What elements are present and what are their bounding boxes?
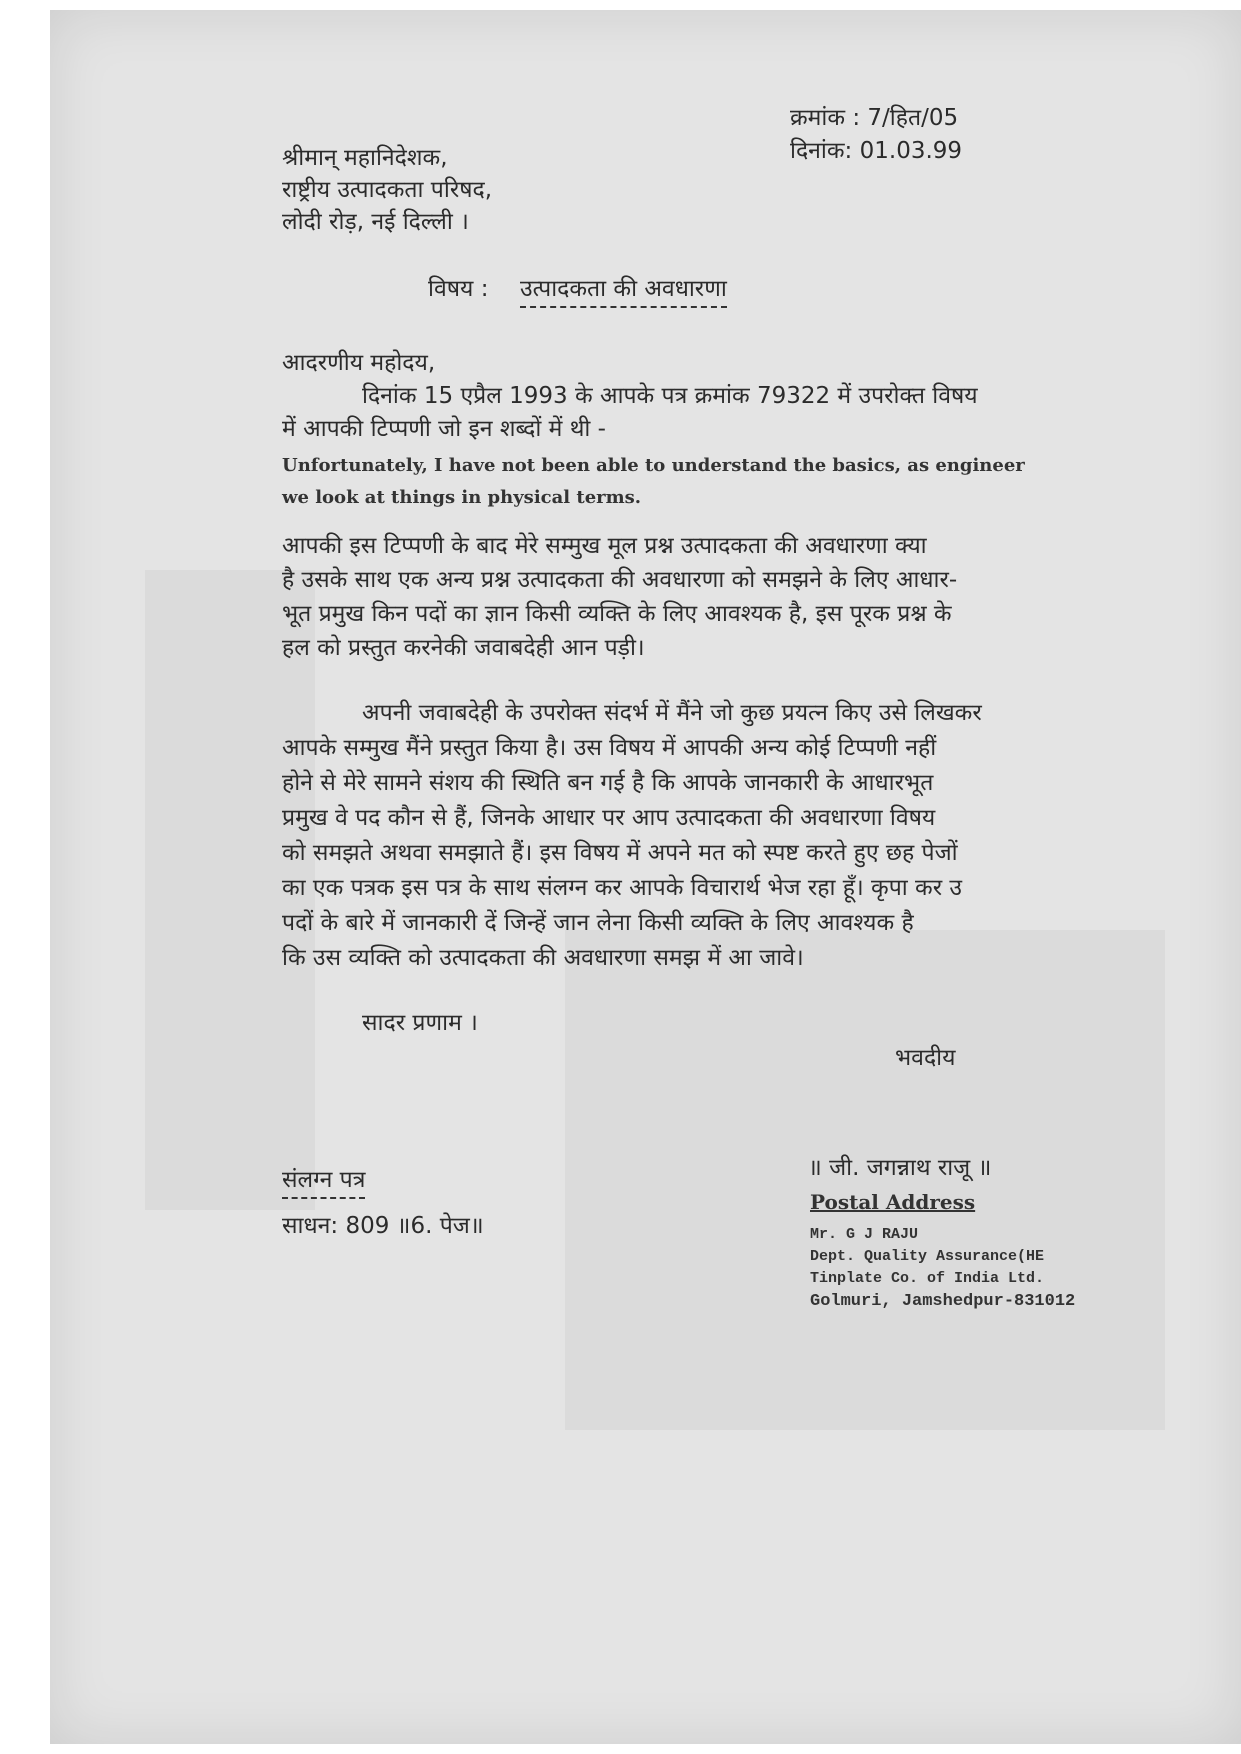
- body-line: आपकी इस टिप्पणी के बाद मेरे सम्मुख मूल प्रश्न उत्पादकता की अवधारणा क्या: [282, 533, 927, 559]
- quoted-remark: Unfortunately, I have not been able to understand the basics, as engineer: [282, 455, 1025, 476]
- body-line: अपनी जवाबदेही के उपरोक्त संदर्भ में मैंने जो कुछ प्रयत्न किए उसे लिखकर: [362, 700, 982, 726]
- body-line: दिनांक 15 एप्रैल 1993 के आपके पत्र क्रमांक 79322 में उपरोक्त विषय: [362, 383, 978, 409]
- enclosure-label: संलग्न पत्र: [282, 1162, 365, 1199]
- addressee-line: राष्ट्रीय उत्पादकता परिषद,: [282, 177, 493, 203]
- quoted-remark: we look at things in physical terms.: [282, 487, 642, 508]
- body-line: है उसके साथ एक अन्य प्रश्न उत्पादकता की अवधारणा को समझने के लिए आधार-: [282, 567, 958, 593]
- body-line: भूत प्रमुख किन पदों का ज्ञान किसी व्यक्ति के लिए आवश्यक है, इस पूरक प्रश्न के: [282, 601, 952, 627]
- closing-greeting: सादर प्रणाम ।: [362, 1010, 478, 1036]
- postal-line: Golmuri, Jamshedpur-831012: [810, 1292, 1076, 1311]
- subject-prefix: विषय :: [428, 276, 489, 302]
- body-line: को समझते अथवा समझाते हैं। इस विषय में अपने मत को स्पष्ट करते हुए छह पेजों: [282, 840, 958, 866]
- body-line: का एक पत्रक इस पत्र के साथ संलग्न कर आपके विचारार्थ भेज रहा हूँ। कृपा कर उ: [282, 875, 963, 901]
- body-line: आपके सम्मुख मैंने प्रस्तुत किया है। उस विषय में आपकी अन्य कोई टिप्पणी नहीं: [282, 735, 937, 761]
- yours-faithfully: भवदीय: [895, 1045, 956, 1071]
- postal-line: Mr. G J RAJU: [810, 1226, 919, 1243]
- letter-date: दिनांक: 01.03.99: [790, 138, 963, 164]
- postal-line: Tinplate Co. of India Ltd.: [810, 1270, 1045, 1287]
- body-line: हल को प्रस्तुत करनेकी जवाबदेही आन पड़ी।: [282, 635, 645, 661]
- signature-name: ॥ जी. जगन्नाथ राजू ॥: [808, 1155, 992, 1181]
- enclosure-item: साधन: 809 ॥6. पेज॥: [282, 1213, 484, 1239]
- body-line: पदों के बारे में जानकारी दें जिन्हें जान लेना किसी व्यक्ति के लिए आवश्यक है: [282, 910, 914, 936]
- reference-number: क्रमांक : 7/हित/05: [790, 105, 959, 131]
- addressee-line: श्रीमान् महानिदेशक,: [282, 145, 448, 171]
- postal-heading: Postal Address: [810, 1190, 976, 1214]
- body-line: होने से मेरे सामने संशय की स्थिति बन गई है कि आपके जानकारी के आधारभूत: [282, 770, 934, 796]
- addressee-line: लोदी रोड़, नई दिल्ली ।: [282, 209, 469, 235]
- body-line: में आपकी टिप्पणी जो इन शब्दों में थी -: [282, 416, 606, 442]
- body-line: प्रमुख वे पद कौन से हैं, जिनके आधार पर आप उत्पादकता की अवधारणा विषय: [282, 805, 936, 831]
- body-line: कि उस व्यक्ति को उत्पादकता की अवधारणा समझ में आ जावे।: [282, 945, 804, 971]
- salutation: आदरणीय महोदय,: [282, 350, 436, 376]
- subject-text: उत्पादकता की अवधारणा: [520, 271, 727, 308]
- postal-line: Dept. Quality Assurance(HE: [810, 1248, 1045, 1265]
